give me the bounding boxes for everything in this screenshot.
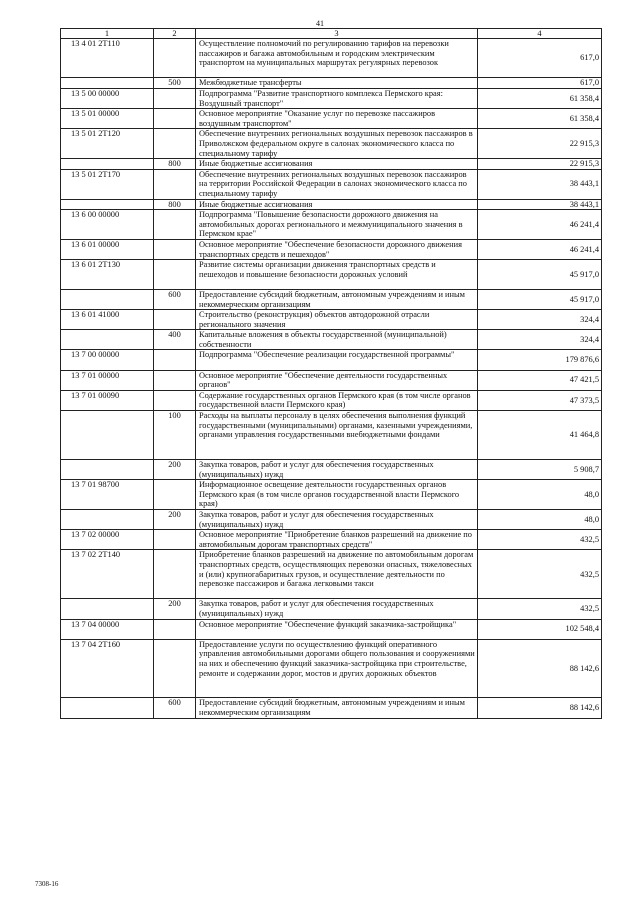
- table-row: [61, 289, 602, 309]
- row-expense-type-cell: [154, 169, 196, 199]
- column-header: 2: [154, 29, 196, 39]
- column-header: 1: [61, 29, 154, 39]
- row-amount-cell: 88 142,6: [478, 639, 602, 698]
- row-amount-cell: 38 443,1: [478, 199, 602, 210]
- row-code-cell: [61, 698, 154, 718]
- row-name-cell: Осуществление полномочий по регулированию тарифов на перевозки пассажиров и багажа автомобильным и городским электрическим транспортом на муниципальных маршрутах регулярных перевозок: [196, 39, 478, 78]
- row-code-cell: [61, 411, 154, 460]
- row-expense-type-cell: [154, 88, 196, 108]
- row-amount-cell: 324,4: [478, 330, 602, 350]
- row-name-cell: Межбюджетные трансферты: [196, 78, 478, 89]
- row-code-cell: 13 5 00 00000: [61, 88, 154, 108]
- row-amount-cell: 324,4: [478, 310, 602, 330]
- row-code-cell: 13 5 01 2Т170: [61, 169, 154, 199]
- row-name-cell: Предоставление субсидий бюджетным, автономным учреждениям и иным некоммерческим организациям: [196, 289, 478, 309]
- row-expense-type-cell: [154, 129, 196, 159]
- table-row: [61, 510, 602, 530]
- row-name-cell: Закупка товаров, работ и услуг для обеспечения государственных (муниципальных) нужд: [196, 510, 478, 530]
- table-row: [61, 530, 602, 550]
- table-row: [61, 390, 602, 410]
- row-expense-type-cell: 600: [154, 698, 196, 718]
- row-name-cell: Информационное освещение деятельности государственных органов Пермского края (в том числе органов государственной власти Пермского края): [196, 480, 478, 510]
- row-expense-type-cell: [154, 39, 196, 78]
- row-expense-type-cell: [154, 210, 196, 240]
- table-row: [61, 88, 602, 108]
- row-code-cell: [61, 510, 154, 530]
- table-row: [61, 239, 602, 259]
- table-row: [61, 39, 602, 78]
- row-name-cell: Обеспечение внутренних региональных воздушных перевозок пассажиров на территории Российской Федерации в салонах экономического класса по специальному тарифу: [196, 169, 478, 199]
- row-amount-cell: 61 358,4: [478, 109, 602, 129]
- row-code-cell: [61, 78, 154, 89]
- row-code-cell: 13 6 01 00000: [61, 239, 154, 259]
- row-expense-type-cell: 400: [154, 330, 196, 350]
- row-amount-cell: 41 464,8: [478, 411, 602, 460]
- row-amount-cell: 22 915,3: [478, 129, 602, 159]
- row-amount-cell: 45 917,0: [478, 260, 602, 290]
- row-amount-cell: 47 373,5: [478, 390, 602, 410]
- row-name-cell: Обеспечение внутренних региональных воздушных перевозок пассажиров в Приволжском федеральном округе в салонах экономического класса по специальному тарифу: [196, 129, 478, 159]
- row-name-cell: Приобретение бланков разрешений на движение по автомобильным дорогам транспортных средств, осуществляющих перевозки опасных, тяжеловесных и (или) крупногабаритных грузов, и осуществление деятельности по перевозке пассажиров и багажа легковыми такси: [196, 550, 478, 599]
- row-name-cell: Подпрограмма "Обеспечение реализации государственной программы": [196, 350, 478, 370]
- row-name-cell: Предоставление субсидий бюджетным, автономным учреждениям и иным некоммерческим организациям: [196, 698, 478, 718]
- row-code-cell: 13 7 01 00000: [61, 370, 154, 390]
- row-code-cell: [61, 330, 154, 350]
- row-code-cell: [61, 159, 154, 170]
- row-code-cell: 13 6 01 2Т130: [61, 260, 154, 290]
- row-expense-type-cell: 100: [154, 411, 196, 460]
- row-amount-cell: 61 358,4: [478, 88, 602, 108]
- table-row: [61, 260, 602, 290]
- row-name-cell: Строительство (реконструкция) объектов автодорожной отрасли регионального значения: [196, 310, 478, 330]
- column-header: 4: [478, 29, 602, 39]
- row-expense-type-cell: [154, 390, 196, 410]
- row-expense-type-cell: 200: [154, 599, 196, 619]
- table-row: [61, 159, 602, 170]
- row-amount-cell: 22 915,3: [478, 159, 602, 170]
- row-code-cell: 13 5 01 00000: [61, 109, 154, 129]
- row-name-cell: Содержание государственных органов Пермского края (в том числе органов государственной власти Пермского края): [196, 390, 478, 410]
- row-name-cell: Расходы на выплаты персоналу в целях обеспечения выполнения функций государственными (муниципальными) органами, казенными учреждениями, органами управления государственными внебюджетными фондами: [196, 411, 478, 460]
- table-row: [61, 310, 602, 330]
- row-expense-type-cell: 500: [154, 78, 196, 89]
- row-name-cell: Закупка товаров, работ и услуг для обеспечения государственных (муниципальных) нужд: [196, 599, 478, 619]
- page-number: 41: [316, 19, 324, 28]
- row-code-cell: [61, 599, 154, 619]
- row-expense-type-cell: [154, 370, 196, 390]
- row-expense-type-cell: [154, 239, 196, 259]
- column-header: 3: [196, 29, 478, 39]
- table-row: [61, 109, 602, 129]
- row-amount-cell: 48,0: [478, 480, 602, 510]
- row-name-cell: Подпрограмма "Развитие транспортного комплекса Пермского края: Воздушный транспорт": [196, 88, 478, 108]
- row-expense-type-cell: [154, 619, 196, 639]
- row-name-cell: Закупка товаров, работ и услуг для обеспечения государственных (муниципальных) нужд: [196, 460, 478, 480]
- footer-document-code: 7308-16: [35, 880, 59, 888]
- row-expense-type-cell: 600: [154, 289, 196, 309]
- row-code-cell: 13 7 02 00000: [61, 530, 154, 550]
- row-code-cell: [61, 199, 154, 210]
- table-row: [61, 129, 602, 159]
- row-amount-cell: 47 421,5: [478, 370, 602, 390]
- table-row: [61, 210, 602, 240]
- row-expense-type-cell: 200: [154, 460, 196, 480]
- budget-table: [60, 28, 602, 719]
- row-amount-cell: 432,5: [478, 530, 602, 550]
- table-row: [61, 330, 602, 350]
- table-row: [61, 199, 602, 210]
- row-amount-cell: 5 908,7: [478, 460, 602, 480]
- table-row: [61, 698, 602, 718]
- table-row: [61, 78, 602, 89]
- row-code-cell: 13 4 01 2Т110: [61, 39, 154, 78]
- row-amount-cell: 617,0: [478, 39, 602, 78]
- row-name-cell: Основное мероприятие "Обеспечение функций заказчика-застройщика": [196, 619, 478, 639]
- row-amount-cell: 102 548,4: [478, 619, 602, 639]
- row-name-cell: Основное мероприятие "Оказание услуг по перевозке пассажиров воздушным транспортом": [196, 109, 478, 129]
- table-row: [61, 411, 602, 460]
- row-expense-type-cell: [154, 350, 196, 370]
- row-expense-type-cell: [154, 480, 196, 510]
- row-code-cell: 13 7 01 00090: [61, 390, 154, 410]
- row-amount-cell: 432,5: [478, 550, 602, 599]
- row-expense-type-cell: [154, 530, 196, 550]
- row-amount-cell: 46 241,4: [478, 239, 602, 259]
- row-name-cell: Основное мероприятие "Обеспечение деятельности государственных органов": [196, 370, 478, 390]
- table-row: [61, 350, 602, 370]
- row-amount-cell: 48,0: [478, 510, 602, 530]
- row-code-cell: 13 7 04 2Т160: [61, 639, 154, 698]
- row-expense-type-cell: [154, 639, 196, 698]
- row-name-cell: Иные бюджетные ассигнования: [196, 159, 478, 170]
- table-row: [61, 599, 602, 619]
- table-row: [61, 639, 602, 698]
- row-expense-type-cell: 800: [154, 199, 196, 210]
- row-code-cell: 13 6 01 41000: [61, 310, 154, 330]
- row-name-cell: Основное мероприятие "Приобретение бланков разрешений на движение по автомобильным дорогам транспортных средств": [196, 530, 478, 550]
- row-code-cell: 13 7 02 2Т140: [61, 550, 154, 599]
- row-amount-cell: 46 241,4: [478, 210, 602, 240]
- row-name-cell: Развитие системы организации движения транспортных средств и пешеходов и повышение безопасности дорожных условий: [196, 260, 478, 290]
- row-name-cell: Иные бюджетные ассигнования: [196, 199, 478, 210]
- row-expense-type-cell: 200: [154, 510, 196, 530]
- row-expense-type-cell: [154, 550, 196, 599]
- row-amount-cell: 432,5: [478, 599, 602, 619]
- row-code-cell: 13 7 04 00000: [61, 619, 154, 639]
- row-amount-cell: 617,0: [478, 78, 602, 89]
- table-row: [61, 550, 602, 599]
- row-name-cell: Капитальные вложения в объекты государственной (муниципальной) собственности: [196, 330, 478, 350]
- table-row: [61, 169, 602, 199]
- row-amount-cell: 38 443,1: [478, 169, 602, 199]
- table-row: [61, 619, 602, 639]
- row-name-cell: Основное мероприятие "Обеспечение безопасности дорожного движения транспортных средств и пешеходов": [196, 239, 478, 259]
- row-amount-cell: 88 142,6: [478, 698, 602, 718]
- table-row: [61, 460, 602, 480]
- table-row: [61, 370, 602, 390]
- table-row: [61, 480, 602, 510]
- row-name-cell: Подпрограмма "Повышение безопасности дорожного движения на автомобильных дорогах регионального и межмуниципального значения в Пермском крае": [196, 210, 478, 240]
- row-expense-type-cell: [154, 260, 196, 290]
- row-amount-cell: 45 917,0: [478, 289, 602, 309]
- row-code-cell: 13 7 01 98700: [61, 480, 154, 510]
- column-header-row: [61, 29, 602, 39]
- row-code-cell: 13 5 01 2Т120: [61, 129, 154, 159]
- row-code-cell: 13 6 00 00000: [61, 210, 154, 240]
- row-expense-type-cell: 800: [154, 159, 196, 170]
- row-name-cell: Предоставление услуги по осуществлению функций оперативного управления автомобильными дорогами общего пользования и сооружениями на них и обеспечению функций заказчика-застройщика при строительстве, ремонте и содержании дорог, мостов и других дорожных объектов: [196, 639, 478, 698]
- row-expense-type-cell: [154, 109, 196, 129]
- row-amount-cell: 179 876,6: [478, 350, 602, 370]
- row-code-cell: [61, 289, 154, 309]
- row-code-cell: 13 7 00 00000: [61, 350, 154, 370]
- table-body: [61, 39, 602, 719]
- row-code-cell: [61, 460, 154, 480]
- row-expense-type-cell: [154, 310, 196, 330]
